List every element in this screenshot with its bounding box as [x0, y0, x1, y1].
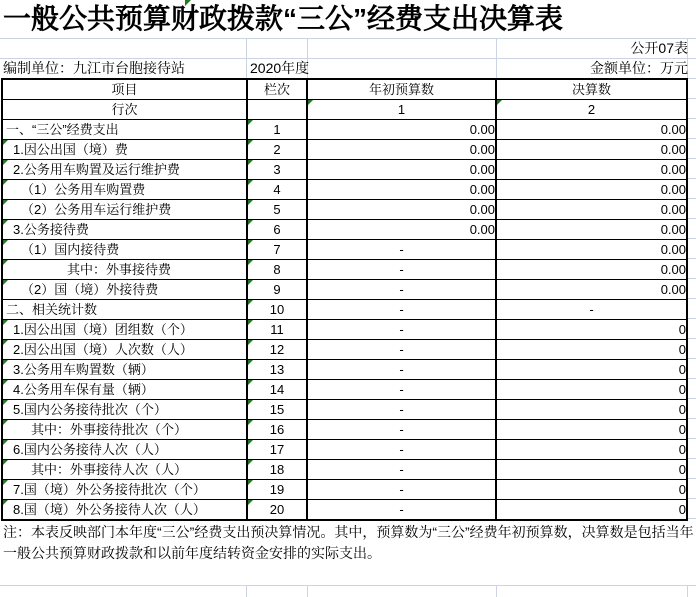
table-row	[2, 320, 687, 340]
budget-value-cell[interactable]	[307, 200, 496, 220]
item-cell[interactable]	[2, 140, 247, 160]
table-row	[2, 200, 687, 220]
final-value-cell[interactable]	[496, 460, 687, 480]
item-cell-text: 3.公务接待费	[13, 222, 89, 237]
column-number-cell[interactable]	[247, 160, 307, 180]
error-indicator-icon	[3, 280, 8, 285]
column-number-cell[interactable]	[247, 200, 307, 220]
column-number-cell[interactable]	[247, 440, 307, 460]
budget-value-cell-text: -	[399, 242, 404, 257]
column-number-cell[interactable]	[247, 400, 307, 420]
budget-value-cell[interactable]	[307, 300, 496, 320]
budget-value-cell-text: -	[399, 302, 404, 317]
error-indicator-icon	[248, 440, 253, 445]
item-cell-text: 3.公务用车购置数（辆）	[13, 362, 154, 377]
error-indicator-icon	[248, 280, 253, 285]
table-code: 公开07表	[630, 40, 688, 56]
column-number-cell[interactable]	[247, 260, 307, 280]
gridline	[688, 358, 696, 359]
column-number-cell-text: 17	[269, 442, 285, 457]
budget-value-cell-text: -	[399, 422, 404, 437]
gridline	[0, 585, 696, 586]
error-indicator-icon	[248, 420, 253, 425]
column-number-cell[interactable]	[247, 240, 307, 260]
column-number-cell[interactable]	[247, 460, 307, 480]
gridline	[688, 378, 696, 379]
row-no-header-cell[interactable]: 行次	[2, 100, 247, 120]
final-value-cell-text: 0.00	[660, 282, 686, 297]
column-number-cell[interactable]	[247, 300, 307, 320]
final-value-cell-text: 0	[678, 342, 686, 357]
column-number-cell-text: 9	[273, 282, 281, 297]
final-value-cell[interactable]	[496, 340, 687, 360]
budget-value-cell[interactable]	[307, 420, 496, 440]
final-value-cell-text: 0.00	[660, 122, 686, 137]
budget-value-cell-text: -	[399, 362, 404, 377]
fiscal-year-label: 2020年度	[250, 60, 310, 76]
gridline	[688, 118, 696, 119]
error-indicator-icon	[3, 240, 8, 245]
column-number-cell-text: 19	[269, 482, 285, 497]
column-number-cell[interactable]	[247, 500, 307, 521]
error-indicator-icon	[3, 160, 8, 165]
col-header-colno[interactable]: 栏次	[247, 79, 307, 100]
gridline	[688, 318, 696, 319]
item-cell-text: 其中：外事接待费	[67, 262, 172, 277]
final-value-cell[interactable]	[496, 440, 687, 460]
column-number-cell-text: 1	[273, 122, 281, 137]
item-cell[interactable]	[2, 260, 247, 280]
budget-value-cell-text: 0.00	[469, 222, 495, 237]
meta-row	[0, 58, 696, 78]
gridline	[688, 438, 696, 439]
item-cell-text: （1）国内接待费	[21, 242, 120, 257]
column-number-cell[interactable]	[247, 420, 307, 440]
gridline	[688, 198, 696, 199]
table-row	[2, 500, 687, 521]
final-value-cell[interactable]	[496, 260, 687, 280]
column-number-cell-text: 4	[273, 182, 281, 197]
final-value-cell-text: 0	[678, 442, 686, 457]
item-cell-text: 其中：外事接待批次（个）	[31, 422, 188, 437]
final-value-cell[interactable]	[496, 320, 687, 340]
column-number-cell-text: 15	[269, 402, 285, 417]
budget-value-cell-text: -	[399, 482, 404, 497]
col-header-budget[interactable]: 年初预算数	[307, 79, 496, 100]
budget-col-number: 1	[397, 102, 406, 117]
final-value-cell-text: 0	[678, 462, 686, 477]
budget-value-cell[interactable]	[307, 500, 496, 521]
final-value-cell[interactable]	[496, 420, 687, 440]
column-number-cell[interactable]	[247, 140, 307, 160]
budget-value-cell[interactable]	[307, 180, 496, 200]
budget-value-cell[interactable]	[307, 280, 496, 300]
error-indicator-icon	[248, 120, 253, 125]
final-value-cell-text: 0	[678, 322, 686, 337]
final-value-cell-text: 0	[678, 422, 686, 437]
error-indicator-icon	[248, 340, 253, 345]
error-indicator-icon	[248, 380, 253, 385]
final-value-cell[interactable]	[496, 400, 687, 420]
gridline	[688, 218, 696, 219]
final-value-cell[interactable]	[496, 360, 687, 380]
final-value-cell[interactable]	[496, 240, 687, 260]
error-indicator-icon	[248, 180, 253, 185]
error-indicator-icon	[248, 220, 253, 225]
gridline	[688, 418, 696, 419]
final-value-cell-text: 0.00	[660, 222, 686, 237]
column-number-cell[interactable]	[247, 180, 307, 200]
item-cell-text: 一、“三公”经费支出	[6, 122, 119, 137]
final-value-cell-text: 0.00	[660, 182, 686, 197]
item-cell[interactable]	[2, 360, 247, 380]
budget-value-cell[interactable]	[307, 440, 496, 460]
final-value-cell-text: 0	[678, 502, 686, 517]
row-no-blank-cell[interactable]	[247, 100, 307, 120]
final-value-cell-text: 0.00	[660, 242, 686, 257]
item-cell[interactable]	[2, 400, 247, 420]
column-number-cell-text: 5	[273, 202, 281, 217]
column-number-cell-text: 2	[273, 142, 281, 157]
column-number-cell-text: 13	[269, 362, 285, 377]
table-row	[2, 240, 687, 260]
budget-value-cell-text: -	[399, 342, 404, 357]
gridline	[688, 178, 696, 179]
item-cell-text: 1.因公出国（境）团组数（个）	[13, 322, 193, 337]
error-indicator-icon	[3, 360, 8, 365]
error-indicator-icon	[3, 140, 8, 145]
gridline	[688, 278, 696, 279]
error-indicator-icon	[3, 320, 8, 325]
table-row	[2, 360, 687, 380]
item-cell[interactable]	[2, 160, 247, 180]
column-number-cell-text: 16	[269, 422, 285, 437]
final-value-cell-text: 0.00	[660, 162, 686, 177]
footnote	[3, 522, 695, 564]
column-number-cell-text: 10	[269, 302, 285, 317]
item-cell[interactable]	[2, 180, 247, 200]
final-value-cell[interactable]	[496, 160, 687, 180]
error-indicator-icon	[3, 340, 8, 345]
gridline	[688, 258, 696, 259]
budget-value-cell[interactable]	[307, 120, 496, 140]
column-number-cell[interactable]	[247, 340, 307, 360]
column-number-cell[interactable]	[247, 480, 307, 500]
budget-value-cell-text: -	[399, 462, 404, 477]
budget-value-cell-text: -	[399, 322, 404, 337]
item-cell-text: 5.国内公务接待批次（个）	[13, 402, 167, 417]
budget-value-cell[interactable]	[307, 320, 496, 340]
final-value-cell-text: 0	[678, 482, 686, 497]
final-value-cell[interactable]	[496, 220, 687, 240]
table-row	[2, 440, 687, 460]
table-row	[2, 420, 687, 440]
item-cell-text: 7.国（境）外公务接待批次（个）	[13, 482, 206, 497]
item-cell[interactable]	[2, 340, 247, 360]
error-indicator-icon	[308, 100, 313, 105]
table-row	[2, 340, 687, 360]
row-number-header-row	[2, 100, 687, 120]
item-cell-text: （2）国（境）外接待费	[21, 282, 159, 297]
budget-value-cell-text: 0.00	[469, 142, 495, 157]
final-value-cell-text: -	[589, 302, 594, 317]
error-indicator-icon	[3, 420, 8, 425]
column-number-cell-text: 20	[269, 502, 285, 517]
error-indicator-icon	[3, 440, 8, 445]
error-indicator-icon	[248, 500, 253, 505]
final-value-cell[interactable]	[496, 140, 687, 160]
error-indicator-icon	[248, 260, 253, 265]
final-value-cell[interactable]	[496, 280, 687, 300]
budget-value-cell[interactable]	[307, 380, 496, 400]
error-indicator-icon	[3, 260, 8, 265]
gridline	[688, 298, 696, 299]
item-cell[interactable]	[2, 420, 247, 440]
item-cell[interactable]	[2, 460, 247, 480]
column-number-cell[interactable]	[247, 320, 307, 340]
item-cell[interactable]	[2, 120, 247, 140]
error-indicator-icon	[3, 180, 8, 185]
gridline	[688, 238, 696, 239]
three-public-expense-table	[1, 78, 688, 521]
table-row	[2, 160, 687, 180]
budget-value-cell[interactable]	[307, 140, 496, 160]
column-number-cell[interactable]	[247, 220, 307, 240]
table-row	[2, 280, 687, 300]
final-col-number: 2	[587, 102, 596, 117]
item-cell[interactable]	[2, 240, 247, 260]
budget-value-cell-text: -	[399, 282, 404, 297]
column-number-cell-text: 6	[273, 222, 281, 237]
error-indicator-icon	[248, 360, 253, 365]
error-indicator-icon	[3, 460, 8, 465]
column-number-cell[interactable]	[247, 120, 307, 140]
table-row	[2, 480, 687, 500]
col-header-final[interactable]: 决算数	[496, 79, 687, 100]
column-number-cell-text: 8	[273, 262, 281, 277]
item-cell[interactable]	[2, 440, 247, 460]
prepared-by-label: 编制单位：九江市台胞接待站	[3, 60, 185, 76]
final-value-cell-text: 0.00	[660, 142, 686, 157]
final-value-cell-text: 0.00	[660, 202, 686, 217]
final-value-cell[interactable]	[496, 480, 687, 500]
final-value-cell[interactable]	[496, 500, 687, 521]
item-cell-text: （1）公务用车购置费	[21, 182, 146, 197]
gridline	[688, 138, 696, 139]
item-cell-text: 其中：外事接待人次（人）	[31, 462, 188, 477]
item-cell-text: 2.公务用车购置及运行维护费	[13, 162, 180, 177]
final-value-cell[interactable]	[496, 380, 687, 400]
error-indicator-icon	[248, 160, 253, 165]
footnote-line-1: 注：本表反映部门本年度“三公”经费支出预决算情况。其中，预算数为“三公”经费年初预算数，决算数是包括当年	[3, 524, 694, 540]
error-indicator-icon	[3, 480, 8, 485]
gridline	[688, 338, 696, 339]
error-indicator-icon	[185, 0, 191, 6]
budget-value-cell[interactable]	[307, 240, 496, 260]
budget-value-cell[interactable]	[307, 220, 496, 240]
column-number-cell-text: 14	[269, 382, 285, 397]
item-cell-text: （2）公务用车运行维护费	[21, 202, 172, 217]
budget-value-cell-text: 0.00	[469, 202, 495, 217]
footnote-line-2: 一般公共预算财政拨款和以前年度结转资金安排的实际支出。	[3, 545, 381, 561]
error-indicator-icon	[248, 480, 253, 485]
error-indicator-icon	[248, 140, 253, 145]
budget-value-cell[interactable]	[307, 480, 496, 500]
item-cell-text: 8.国（境）外公务接待人次（人）	[13, 502, 206, 517]
final-value-cell-text: 0	[678, 362, 686, 377]
budget-value-cell-text: -	[399, 502, 404, 517]
item-cell[interactable]	[2, 220, 247, 240]
table-row	[2, 120, 687, 140]
error-indicator-icon	[3, 220, 8, 225]
error-indicator-icon	[3, 380, 8, 385]
budget-value-cell-text: -	[399, 442, 404, 457]
column-header-row	[2, 79, 687, 100]
gridline	[496, 585, 497, 597]
table-row	[2, 460, 687, 480]
gridline	[688, 498, 696, 499]
item-cell-text: 6.国内公务接待人次（人）	[13, 442, 167, 457]
budget-value-cell[interactable]	[307, 460, 496, 480]
gridline	[246, 585, 247, 597]
error-indicator-icon	[248, 240, 253, 245]
gridline	[688, 98, 696, 99]
item-cell[interactable]	[2, 480, 247, 500]
budget-value-cell-text: 0.00	[469, 122, 495, 137]
gridline	[688, 398, 696, 399]
table-code-row	[0, 38, 688, 58]
error-indicator-icon	[3, 400, 8, 405]
column-number-cell-text: 3	[273, 162, 281, 177]
item-cell[interactable]	[2, 500, 247, 521]
budget-value-cell[interactable]	[307, 340, 496, 360]
table-row	[2, 400, 687, 420]
final-value-cell[interactable]	[496, 200, 687, 220]
table-row	[2, 300, 687, 320]
item-cell[interactable]	[2, 300, 247, 320]
item-cell[interactable]	[2, 380, 247, 400]
budget-value-cell-text: 0.00	[469, 162, 495, 177]
gridline	[688, 158, 696, 159]
gridline	[307, 585, 308, 597]
column-number-cell-text: 18	[269, 462, 285, 477]
budget-value-cell[interactable]	[307, 400, 496, 420]
budget-value-cell-text: 0.00	[469, 182, 495, 197]
budget-value-cell[interactable]	[307, 160, 496, 180]
budget-value-cell-text: -	[399, 262, 404, 277]
table-row	[2, 140, 687, 160]
error-indicator-icon	[248, 320, 253, 325]
error-indicator-icon	[248, 460, 253, 465]
final-value-cell[interactable]	[496, 300, 687, 320]
item-cell[interactable]	[2, 200, 247, 220]
item-cell-text: 1.因公出国（境）费	[13, 142, 128, 157]
final-value-cell[interactable]	[496, 180, 687, 200]
final-value-cell-text: 0	[678, 402, 686, 417]
table-row	[2, 260, 687, 280]
item-cell-text: 2.因公出国（境）人次数（人）	[13, 342, 193, 357]
table-row	[2, 220, 687, 240]
gridline	[688, 478, 696, 479]
error-indicator-icon	[248, 400, 253, 405]
final-value-cell-text: 0	[678, 382, 686, 397]
budget-value-cell[interactable]	[307, 360, 496, 380]
budget-col-number-cell[interactable]	[307, 100, 496, 120]
gridline	[688, 78, 696, 79]
item-cell-text: 4.公务用车保有量（辆）	[13, 382, 154, 397]
item-cell-text: 二、相关统计数	[6, 302, 98, 317]
gridline	[687, 585, 688, 597]
budget-value-cell-text: -	[399, 402, 404, 417]
table-row	[2, 180, 687, 200]
gridline	[688, 518, 696, 519]
budget-value-cell[interactable]	[307, 260, 496, 280]
col-header-item[interactable]: 项目	[2, 79, 247, 100]
error-indicator-icon	[248, 200, 253, 205]
gridline	[688, 458, 696, 459]
final-value-cell-text: 0.00	[660, 262, 686, 277]
column-number-cell-text: 7	[273, 242, 281, 257]
report-title: 一般公共预算财政拨款“三公”经费支出决算表	[3, 3, 564, 34]
final-col-number-cell[interactable]	[496, 100, 687, 120]
column-number-cell[interactable]	[247, 360, 307, 380]
item-cell[interactable]	[2, 280, 247, 300]
column-number-cell-text: 11	[270, 322, 284, 337]
column-number-cell[interactable]	[247, 280, 307, 300]
error-indicator-icon	[3, 200, 8, 205]
table-row	[2, 380, 687, 400]
final-value-cell[interactable]	[496, 120, 687, 140]
error-indicator-icon	[497, 100, 502, 105]
budget-value-cell-text: -	[399, 382, 404, 397]
error-indicator-icon	[248, 300, 253, 305]
amount-unit-label: 金额单位：万元	[590, 60, 688, 76]
item-cell[interactable]	[2, 320, 247, 340]
column-number-cell[interactable]	[247, 380, 307, 400]
column-number-cell-text: 12	[269, 342, 285, 357]
error-indicator-icon	[3, 500, 8, 505]
